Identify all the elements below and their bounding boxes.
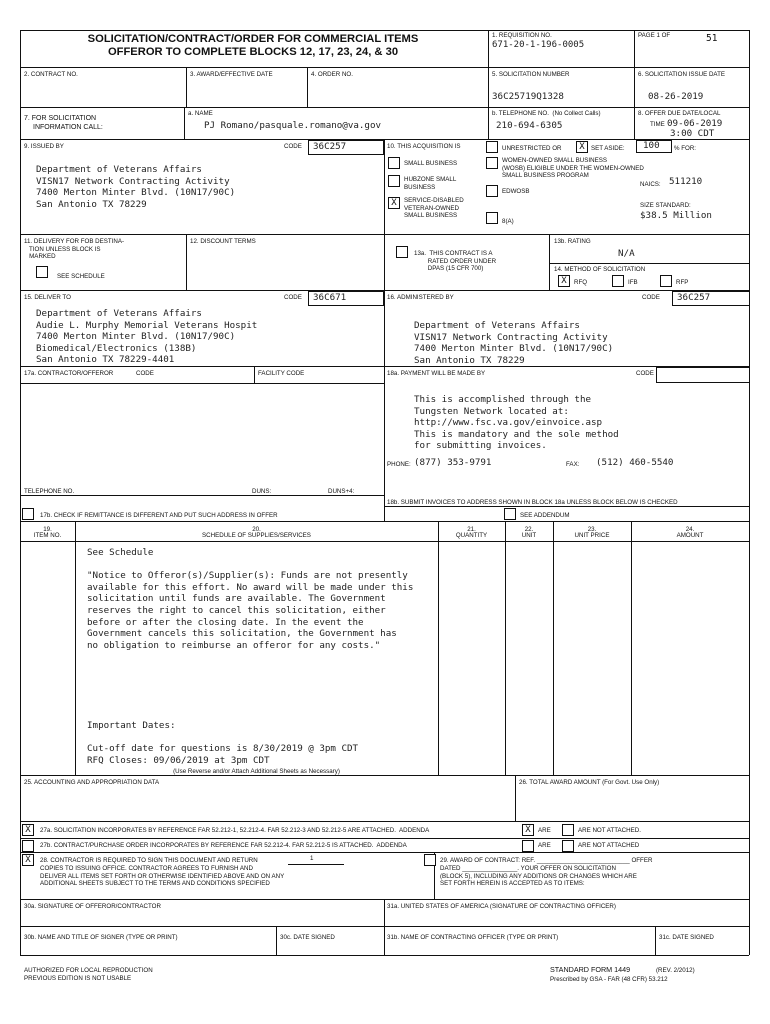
payment-phone-label: PHONE: (387, 461, 411, 468)
see-schedule-checkbox[interactable] (36, 266, 48, 278)
page-total: 51 (706, 33, 718, 44)
wosb-label: WOMEN-OWNED SMALL BUSINESS (WOSB) ELIGIBLE UNDER THE WOMEN-OWNED SMALL BUSINESS PROGRAM (502, 157, 644, 179)
footer-form-name: STANDARD FORM 1449 (550, 965, 631, 974)
schedule-body: See Schedule "Notice to Offeror(s)/Supplier(s): Funds are not presently available for this effort. No award will be made under this solicitation until funds are available. The Government reserves the right to cancel this solicitation, either before or after the closing date. In the event the Government cancels this solicitation, the Government has no obligation to reimburse an offeror for any costs." (87, 547, 414, 651)
solicitation-no-label: 5. SOLICITATION NUMBER (492, 71, 570, 78)
signature-officer-label: 31a. UNITED STATES OF AMERICA (SIGNATURE OF CONTRACTING OFFICER) (387, 903, 616, 910)
reverse-note: (Use Reverse and/or Attach Additional Sheets as Necessary) (173, 768, 340, 775)
wosb-checkbox[interactable] (486, 157, 498, 169)
set-aside-percent: 100 (643, 140, 660, 151)
col22-number: 22. (524, 526, 534, 533)
duns-label: DUNS: (252, 488, 272, 495)
clause-27a-are-label: ARE (538, 827, 551, 834)
addendum-label: SEE ADDENDUM (520, 512, 570, 519)
see-schedule-label: SEE SCHEDULE (57, 273, 105, 280)
payment-instructions: This is accomplished through the Tungsten Network located at: http://www.fsc.va.gov/einvoice.asp This is mandatory and the sole method for submitting invoices. (414, 394, 619, 452)
issued-by-code-label: CODE (284, 143, 302, 150)
administered-by-address: Department of Veterans Affairs VISN17 Network Contracting Activity 7400 Merton Minter Blvd. (10N17/90C) San Antonio TX 78229 (414, 320, 614, 366)
clause-27b-are-label: ARE (538, 842, 551, 849)
size-standard: $38.5 Million (640, 210, 712, 221)
footer-reproduction: AUTHORIZED FOR LOCAL REPRODUCTION PREVIOUS EDITION IS NOT USABLE (24, 967, 153, 982)
addendum-checkbox[interactable] (504, 508, 516, 520)
rated-order-label: 13a. THIS CONTRACT IS A RATED ORDER UNDER DPAS (15 CFR 700) (414, 250, 497, 272)
deliver-to-code-label: CODE (284, 294, 302, 301)
size-standard-label: SIZE STANDARD: (640, 202, 691, 209)
small-business-checkbox[interactable] (388, 157, 400, 169)
administered-by-code-label: CODE (642, 294, 660, 301)
clause-27a-checkbox[interactable]: X (22, 824, 34, 836)
officer-name-label: 31b. NAME OF CONTRACTING OFFICER (TYPE OR PRINT) (387, 934, 559, 941)
unrestricted-label: UNRESTRICTED OR (502, 145, 562, 152)
issued-by-label: 9. ISSUED BY (24, 143, 64, 150)
eight-a-checkbox[interactable] (486, 212, 498, 224)
name-label: a. NAME (188, 110, 213, 117)
clause-27b-checkbox[interactable] (22, 840, 34, 852)
facility-code-label: FACILITY CODE (258, 370, 305, 377)
administered-by-code: 36C257 (677, 292, 711, 303)
set-aside-label: SET ASIDE: (591, 145, 625, 152)
payment-fax-label: FAX: (566, 461, 580, 468)
order-no-label: 4. ORDER NO. (311, 71, 353, 78)
issue-date-label: 6. SOLICITATION ISSUE DATE (638, 71, 725, 78)
clause-27a-are-checkbox[interactable]: X (522, 824, 534, 836)
total-award-label: 26. TOTAL AWARD AMOUNT (For Govt. Use Only) (519, 779, 660, 786)
clause-29-terms: DATED ________________. YOUR OFFER ON SOLICITATION (BLOCK 5), INCLUDING ANY ADDITIONS OR CHANGES WHICH ARE SET FORTH HEREIN IS ACCEPTED AS TO ITEMS: (440, 865, 637, 887)
delivery-label: 11. DELIVERY FOR FOB DESTINA- TION UNLESS BLOCK IS MARKED (24, 238, 125, 260)
col22-header: UNIT (521, 532, 537, 539)
signer-name-label: 30b. NAME AND TITLE OF SIGNER (TYPE OR PRINT) (24, 934, 178, 941)
clause-28-label: 28. CONTRACTOR IS REQUIRED TO SIGN THIS DOCUMENT AND RETURN (40, 857, 258, 864)
clause-28-terms: COPIES TO ISSUING OFFICE. CONTRACTOR AGREES TO FURNISH AND DELIVER ALL ITEMS SET FORTH OR OTHERWISE IDENTIFIED ABOVE AND ON ANY ADDITIONAL SHEETS SUBJECT TO THE TERMS AND CONDITIONS SPECIFIED (40, 865, 285, 887)
duns4-label: DUNS+4: (328, 488, 355, 495)
set-aside-checkbox[interactable]: X (576, 141, 588, 153)
percent-for-label: % FOR: (674, 145, 697, 152)
offer-due-date: 09-06-2019 (667, 118, 723, 129)
issued-by-code: 36C257 (313, 141, 347, 152)
rfp-label: RFP (676, 279, 689, 286)
rated-order-checkbox[interactable] (396, 246, 408, 258)
rfq-checkbox[interactable]: X (558, 275, 570, 287)
offer-due-label: 8. OFFER DUE DATE/LOCAL (638, 110, 721, 117)
clause-28-checkbox[interactable]: X (22, 854, 34, 866)
small-business-label: SMALL BUSINESS (404, 160, 458, 167)
payment-code-box (656, 367, 750, 383)
clause-28-copies: 1 (310, 855, 314, 862)
naics-code: 511210 (669, 176, 703, 187)
remittance-checkbox[interactable] (22, 508, 34, 520)
deliver-to-code: 36C671 (313, 292, 347, 303)
telephone-no-label: TELEPHONE NO. (24, 488, 75, 495)
col19-header: ITEM NO. (33, 532, 62, 539)
offer-due-time: 3:00 CDT (670, 128, 715, 139)
payment-fax: (512) 460-5540 (596, 457, 674, 468)
clause-27b-are-checkbox[interactable] (522, 840, 534, 852)
col20-header: SCHEDULE OF SUPPLIES/SERVICES (202, 532, 311, 539)
col23-header: UNIT PRICE (574, 532, 610, 539)
administered-by-code-box (672, 291, 750, 306)
signature-offeror-label: 30a. SIGNATURE OF OFFEROR/CONTRACTOR (24, 903, 161, 910)
footer-revision: (REV. 2/2012) (656, 967, 695, 974)
requisition-number: 671-20-1-196-0005 (492, 40, 585, 50)
method-label: 14. METHOD OF SOLICITATION (554, 266, 646, 273)
contractor-code-label: CODE (136, 370, 154, 377)
clause-27a-are-not-label: ARE NOT ATTACHED. (578, 827, 641, 834)
time-label: TIME (650, 121, 665, 128)
remittance-label: 17b. CHECK IF REMITTANCE IS DIFFERENT AND PUT SUCH ADDRESS IN OFFER (40, 512, 278, 519)
rfp-checkbox[interactable] (660, 275, 672, 287)
clause-27a-are-not-checkbox[interactable] (562, 824, 574, 836)
acquisition-label: 10. THIS ACQUISITION IS (387, 143, 461, 150)
award-date-label: 3. AWARD/EFFECTIVE DATE (190, 71, 273, 78)
submit-invoices-label: 18b. SUBMIT INVOICES TO ADDRESS SHOWN IN BLOCK 18a UNLESS BLOCK BELOW IS CHECKED (387, 499, 678, 506)
issued-by-code-box (308, 140, 384, 155)
form-title-line-1: SOLICITATION/CONTRACT/ORDER FOR COMMERCIAL ITEMS (87, 33, 419, 45)
contact-phone: 210-694-6305 (496, 120, 563, 131)
clause-27b-are-not-label: ARE NOT ATTACHED (578, 842, 640, 849)
contact-name: PJ Romano/pasquale.romano@va.gov (204, 120, 382, 131)
sdvosb-checkbox[interactable]: X (388, 197, 400, 209)
eight-a-label: 8(A) (502, 218, 514, 225)
sdvosb-label: SERVICE-DISABLED VETERAN-OWNED SMALL BUSINESS (404, 197, 464, 219)
requisition-label: 1. REQUISITION NO. (492, 32, 552, 39)
col23-number: 23. (587, 526, 597, 533)
col24-number: 24. (685, 526, 695, 533)
ifb-checkbox[interactable] (612, 275, 624, 287)
clause-27b-are-not-checkbox[interactable] (562, 840, 574, 852)
rating-value: N/A (618, 248, 635, 259)
footer-prescribed: Prescribed by GSA - FAR (48 CFR) 53.212 (550, 976, 668, 983)
unrestricted-checkbox[interactable] (486, 141, 498, 153)
officer-date-label: 31c. DATE SIGNED (659, 934, 714, 941)
naics-label: NAICS: (640, 181, 661, 188)
clause-27a-label: 27a. SOLICITATION INCORPORATES BY REFERENCE FAR 52.212-1, 52.212-4. FAR 52.212-3 AND 52.212-5 ARE ATTACHED. ADDENDA (40, 827, 430, 834)
important-dates: Important Dates: Cut-off date for questions is 8/30/2019 @ 3pm CDT RFQ Closes: 09/06/2019 at 3pm CDT (87, 720, 359, 766)
set-aside-percent-box[interactable] (636, 140, 672, 153)
clause-29-checkbox[interactable] (424, 854, 436, 866)
rating-label: 13b. RATING (554, 238, 591, 245)
col19-number: 19. (43, 526, 52, 533)
contractor-label: 17a. CONTRACTOR/OFFEROR (24, 370, 114, 377)
info-call-label: INFORMATION CALL: (33, 124, 103, 131)
page-label: PAGE 1 OF (638, 32, 671, 39)
issue-date: 08-26-2019 (648, 91, 704, 102)
payment-phone: (877) 353-9791 (414, 457, 492, 468)
ifb-label: IFB (628, 279, 638, 286)
discount-terms-label: 12. DISCOUNT TERMS (190, 238, 256, 245)
deliver-to-label: 15. DELIVER TO (24, 294, 71, 301)
rfq-label: RFQ (574, 279, 588, 286)
col21-header: QUANTITY (455, 532, 488, 539)
signer-date-label: 30c. DATE SIGNED (280, 934, 335, 941)
clause-27b-label: 27b. CONTRACT/PURCHASE ORDER INCORPORATES BY REFERENCE FAR 52.212-4. FAR 52.212-5 IS ATTACHED. ADDENDA (40, 842, 407, 849)
solicitation-number: 36C25719Q1328 (492, 91, 564, 102)
col24-header: AMOUNT (676, 532, 704, 539)
col21-number: 21. (467, 526, 476, 533)
deliver-to-address: Department of Veterans Affairs Audie L. Murphy Memorial Veterans Hospit 7400 Merton Minter Blvd. (10N17/90C) Biomedical/Electronics (138B) San Antonio TX 78229-4401 (36, 308, 258, 366)
col20-number: 20. (252, 526, 261, 533)
clause-29-label: 29. AWARD OF CONTRACT: REF. ___________________________ OFFER (440, 857, 653, 864)
payment-code-label: CODE (636, 370, 654, 377)
form-title-line-2: OFFEROR TO COMPLETE BLOCKS 12, 17, 23, 24, & 30 (107, 46, 399, 58)
payment-label: 18a. PAYMENT WILL BE MADE BY (387, 370, 486, 377)
accounting-label: 25. ACCOUNTING AND APPROPRIATION DATA (24, 779, 160, 786)
for-solicitation-label: 7. FOR SOLICITATION (24, 115, 97, 122)
administered-by-label: 16. ADMINISTERED BY (387, 294, 454, 301)
deliver-to-code-box (308, 291, 384, 306)
contract-no-label: 2. CONTRACT NO. (24, 71, 78, 78)
issued-by-address: Department of Veterans Affairs VISN17 Network Contracting Activity 7400 Merton Minter Blvd. (10N17/90C) San Antonio TX 78229 (36, 164, 236, 210)
edwosb-checkbox[interactable] (486, 185, 498, 197)
hubzone-checkbox[interactable] (388, 175, 400, 187)
edwosb-label: EDWOSB (502, 188, 530, 195)
telephone-label: b. TELEPHONE NO. (No Collect Calls) (492, 110, 601, 117)
hubzone-label: HUBZONE SMALL BUSINESS (404, 176, 457, 191)
